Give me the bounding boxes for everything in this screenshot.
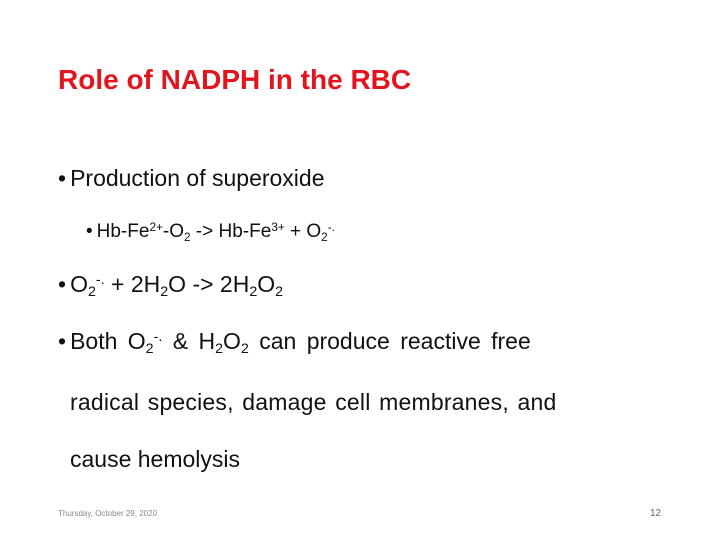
subscript: 2	[240, 341, 249, 358]
page-number: 12	[650, 508, 662, 519]
bullet-free-radicals	[58, 328, 658, 473]
superscript: 2+	[149, 220, 163, 234]
subscript: 2	[275, 284, 284, 301]
bullet-text: Production of superoxide	[70, 165, 325, 191]
reaction-text: -> Hb-Fe	[190, 221, 272, 242]
bullet-text: can produce reactive free	[248, 328, 531, 354]
bullet-first-line	[58, 328, 658, 358]
sub-bullet-hb-reaction	[86, 221, 335, 243]
bullet-marker: •	[58, 328, 67, 354]
subscript: 2	[321, 230, 328, 244]
bullet-superoxide-reaction	[58, 271, 284, 301]
subscript: 2	[249, 284, 258, 301]
subscript: 2	[183, 230, 191, 244]
superscript: 3+	[271, 220, 285, 234]
superscript: -.	[153, 329, 163, 346]
reaction-text: Hb-Fe	[96, 221, 150, 242]
reaction-text: O -> 2H	[168, 271, 250, 297]
bullet-continuation: radical species, damage cell membranes, and	[70, 389, 557, 415]
bullet-marker: •	[58, 165, 67, 191]
subscript: 2	[160, 284, 169, 301]
subscript: 2	[145, 341, 154, 358]
subscript: 2	[215, 341, 223, 358]
slide-title: Role of NADPH in the RBC	[58, 64, 412, 95]
superscript: -.	[327, 220, 335, 234]
reaction-text: + O	[284, 221, 322, 242]
reaction-text: O	[257, 271, 276, 297]
subscript: 2	[87, 284, 96, 301]
bullet-production-superoxide	[58, 165, 325, 192]
bullet-continuation: cause hemolysis	[70, 446, 241, 472]
bullet-marker: •	[86, 221, 93, 242]
superscript: -.	[95, 272, 105, 289]
reaction-text: + 2H	[104, 271, 161, 297]
reaction-text: -O	[162, 221, 184, 242]
reaction-text: O	[70, 271, 88, 297]
bullet-marker: •	[58, 271, 67, 297]
bullet-text: O	[223, 328, 241, 354]
bullet-text: & H	[162, 328, 216, 354]
footer-date: Thursday, October 29, 2020	[58, 509, 158, 518]
bullet-text: Both O	[70, 328, 146, 354]
